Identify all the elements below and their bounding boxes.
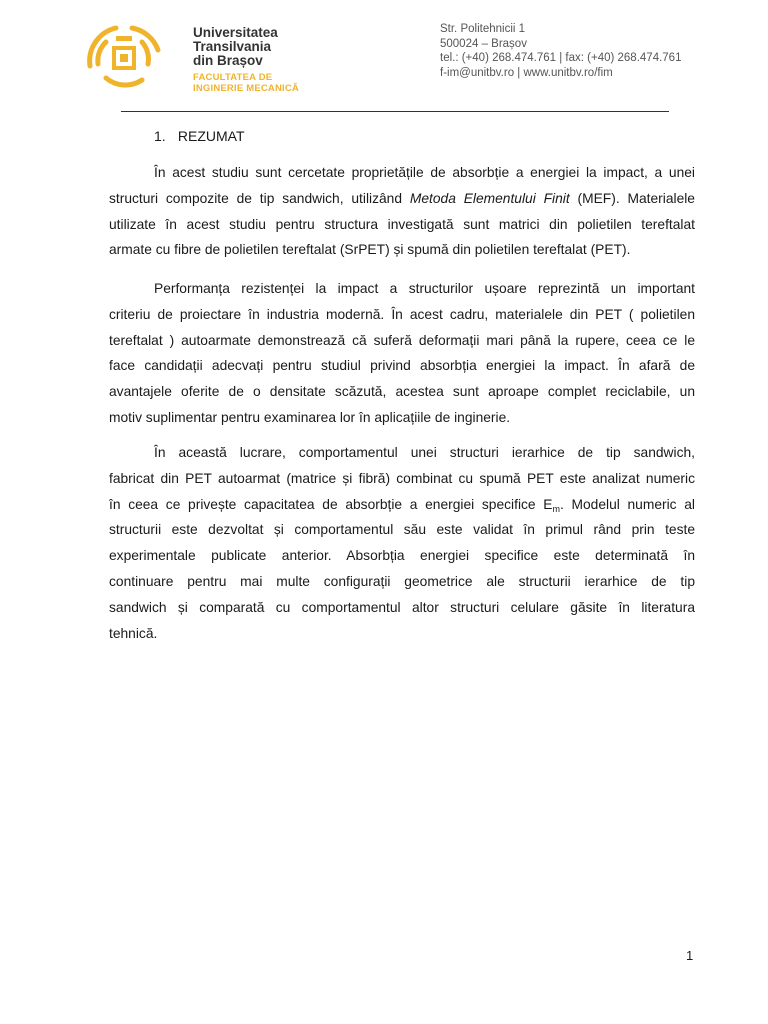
paragraph-line: Performanța rezistenței la impact a structurilor ușoare reprezintă un important — [154, 281, 695, 296]
paragraph-line: utilizate în acest studiu pentru structura investigată sunt matrici din polietilen tereftalat — [109, 216, 695, 232]
paragraph-line: avantajele oferite de o densitate scăzută, acestea sunt aproape complet reciclabile, un — [109, 384, 695, 400]
section-title: REZUMAT — [177, 128, 245, 144]
subscript: m — [552, 503, 560, 514]
paragraph-line: continuare pentru mai multe configurații geometrice ale structurii ierarhice de tip — [109, 573, 695, 589]
paragraph-line: experimentale publicate anterior. Absorbția energiei specifice este determinată în — [109, 548, 695, 564]
paragraph-line: face candidații adecvați pentru studiul privind absorbția energiei la impact. În afară de — [109, 358, 695, 374]
paragraph-line: tereftalat ) autoarmate demonstrează că suferă deformații mari până la rupere, ceea ce le — [109, 332, 695, 348]
header-divider — [121, 111, 669, 112]
paragraph-line: armate cu fibre de polietilen tereftalat (SrPET) și spumă din polietilen tereftalat (PET). — [109, 242, 631, 258]
phone-fax: tel.: (+40) 268.474.761 | fax: (+40) 268.474.761 — [440, 52, 682, 64]
faculty-name-line: INGINERIE MECANICĂ — [193, 83, 299, 94]
paragraph-line — [109, 492, 695, 518]
contact-block — [440, 22, 681, 80]
paragraph-2 — [109, 276, 695, 431]
paragraph-line: În acest studiu sunt cercetate proprietățile de absorbție a energiei la impact, a unei — [154, 165, 695, 180]
faculty-name — [193, 72, 299, 94]
text-span: (MEF). Materialele — [569, 190, 695, 206]
section-heading — [154, 128, 245, 144]
paragraph-line: fabricat din PET autoarmat (matrice și fibră) combinat cu spumă PET este analizat numeric — [109, 470, 695, 486]
paragraph-line — [109, 186, 695, 212]
paragraph-line: motiv suplimentar pentru examinarea lor în aplicațiile de inginerie. — [109, 409, 511, 425]
paragraph-line: sandwich și comparată cu comportamentul altor structuri celulare găsite în literatura — [109, 599, 695, 615]
paragraph-line: tehnică. — [109, 625, 158, 641]
faculty-name-line: FACULTATEA DE — [193, 72, 273, 83]
paragraph-line: În această lucrare, comportamentul unei structuri ierarhice de tip sandwich, — [154, 445, 695, 460]
paragraph-3 — [109, 440, 695, 646]
text-span: . Modelul numeric al — [559, 496, 695, 512]
text-span: structuri compozite de tip sandwich, utilizând — [109, 190, 410, 206]
paragraph-1 — [109, 160, 695, 263]
italic-term: Metoda Elementului Finit — [409, 190, 570, 206]
address: Str. Politehnicii 1 — [440, 23, 526, 35]
page-number: 1 — [686, 948, 694, 963]
section-number: 1. — [154, 128, 166, 144]
university-name-line: Transilvania — [193, 39, 272, 54]
city: 500024 – Brașov — [440, 37, 527, 50]
university-name-line: din Brașov — [193, 53, 263, 68]
university-name — [193, 26, 278, 68]
paragraph-line: structurii este dezvoltat și comportamentul său este validat în primul rând prin teste — [109, 522, 695, 538]
paragraph-line: criteriu de proiectare în industria modernă. În acest cadru, materialele din PET ( polietilen — [109, 306, 695, 322]
text-span: în ceea ce privește capacitatea de absorbție a energiei specifice E — [109, 496, 553, 512]
university-logo-icon — [76, 20, 172, 90]
university-name-line: Universitatea — [193, 25, 278, 40]
email-web: f-im@unitbv.ro | www.unitbv.ro/fim — [440, 66, 613, 79]
